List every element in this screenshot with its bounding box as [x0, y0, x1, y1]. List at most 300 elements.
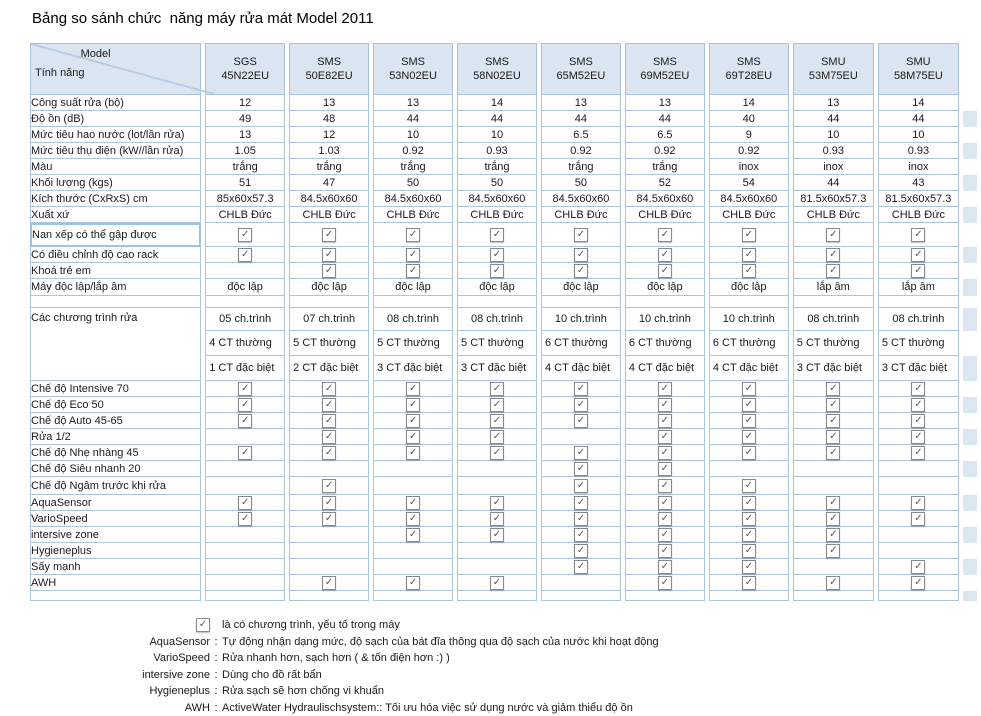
- check-cell: [457, 461, 537, 477]
- check-cell: [373, 575, 453, 591]
- model-header: SMS 69M52EU: [625, 43, 705, 95]
- table-row: [30, 527, 977, 543]
- check-cell: [457, 495, 537, 511]
- legend-definition-row: [30, 667, 981, 684]
- check-cell: [878, 429, 959, 445]
- checkbox-icon: ✓: [322, 446, 336, 460]
- value-cell: 4 CT đặc biệt: [541, 356, 621, 381]
- checkbox-icon: ✓: [574, 228, 588, 242]
- edge-strip-cell: [963, 223, 977, 247]
- value-cell: 4 CT thường: [205, 331, 285, 356]
- row-label: AWH: [30, 575, 201, 591]
- value-cell: [541, 296, 621, 308]
- value-cell: 51: [205, 175, 285, 191]
- checkbox-icon: ✓: [574, 528, 588, 542]
- value-cell: [625, 296, 705, 308]
- row-label: Màu: [30, 159, 201, 175]
- value-cell: 44: [793, 111, 874, 127]
- legend-colon: :: [210, 700, 222, 716]
- check-cell: [793, 495, 874, 511]
- check-cell: [793, 461, 874, 477]
- row-label: Khoá trẻ em: [30, 263, 201, 279]
- check-cell: [625, 429, 705, 445]
- value-cell: [878, 591, 959, 601]
- value-cell: 5 CT thường: [289, 331, 369, 356]
- value-cell: 13: [373, 95, 453, 111]
- checkbox-icon: ✓: [322, 264, 336, 278]
- checkbox-icon: ✓: [742, 248, 756, 262]
- edge-strip-cell: [963, 159, 977, 175]
- value-cell: 14: [457, 95, 537, 111]
- check-cell: [205, 263, 285, 279]
- check-cell: [709, 413, 789, 429]
- legend-symbol-row: [30, 617, 981, 634]
- edge-strip-cell: [963, 527, 977, 543]
- value-cell: 84.5x60x60: [709, 191, 789, 207]
- row-label: Nan xếp có thể gập được: [30, 223, 201, 247]
- value-cell: độc lập: [625, 279, 705, 296]
- table-row: [30, 111, 977, 127]
- value-cell: CHLB Đức: [878, 207, 959, 223]
- checkbox-icon: ✓: [238, 382, 252, 396]
- check-cell: [878, 543, 959, 559]
- value-cell: [878, 296, 959, 308]
- comparison-table: [26, 43, 981, 601]
- checkbox-icon: ✓: [911, 560, 925, 574]
- check-cell: [878, 223, 959, 247]
- checkbox-icon: ✓: [742, 446, 756, 460]
- value-cell: 08 ch.trình: [793, 308, 874, 331]
- value-cell: 08 ch.trình: [373, 308, 453, 331]
- checkbox-icon: ✓: [658, 462, 672, 476]
- check-cell: [205, 223, 285, 247]
- check-cell: [289, 381, 369, 397]
- check-cell: [205, 543, 285, 559]
- value-cell: 44: [541, 111, 621, 127]
- check-cell: [541, 559, 621, 575]
- checkbox-icon: ✓: [238, 228, 252, 242]
- check-cell: [289, 559, 369, 575]
- checkbox-icon: ✓: [574, 382, 588, 396]
- value-cell: độc lập: [289, 279, 369, 296]
- check-cell: [793, 477, 874, 495]
- check-cell: [793, 527, 874, 543]
- check-cell: [878, 381, 959, 397]
- value-cell: 2 CT đặc biệt: [289, 356, 369, 381]
- check-cell: [373, 429, 453, 445]
- value-cell: CHLB Đức: [541, 207, 621, 223]
- value-cell: 12: [289, 127, 369, 143]
- checkbox-icon: ✓: [658, 560, 672, 574]
- checkbox-icon: ✓: [826, 446, 840, 460]
- value-cell: 10: [878, 127, 959, 143]
- edge-strip-cell: [963, 331, 977, 356]
- checkbox-icon: ✓: [322, 512, 336, 526]
- edge-strip-cell: [963, 461, 977, 477]
- row-label: Rửa 1/2: [30, 429, 201, 445]
- checkbox-icon: ✓: [658, 446, 672, 460]
- checkbox-icon: ✓: [911, 512, 925, 526]
- check-cell: [457, 397, 537, 413]
- value-cell: 49: [205, 111, 285, 127]
- value-cell: 08 ch.trình: [457, 308, 537, 331]
- checkbox-icon: ✓: [742, 430, 756, 444]
- value-cell: 5 CT thường: [373, 331, 453, 356]
- edge-strip-cell: [963, 143, 977, 159]
- check-cell: [878, 263, 959, 279]
- check-cell: [709, 511, 789, 527]
- value-cell: 13: [793, 95, 874, 111]
- checkbox-icon: ✓: [406, 446, 420, 460]
- value-cell: 50: [457, 175, 537, 191]
- check-cell: [205, 445, 285, 461]
- value-cell: 3 CT đặc biệt: [878, 356, 959, 381]
- value-cell: 5 CT thường: [457, 331, 537, 356]
- row-label: Độ ồn (dB): [30, 111, 201, 127]
- checkbox-icon: ✓: [742, 479, 756, 493]
- row-label: Xuất xứ: [30, 207, 201, 223]
- value-cell: CHLB Đức: [373, 207, 453, 223]
- check-cell: [289, 527, 369, 543]
- check-cell: [625, 461, 705, 477]
- value-cell: 3 CT đặc biệt: [457, 356, 537, 381]
- legend-text: Rửa sạch sẽ hơn chống vi khuẩn: [222, 683, 981, 700]
- edge-strip-cell: [963, 263, 977, 279]
- edge-strip-cell: [963, 543, 977, 559]
- value-cell: 08 ch.trình: [878, 308, 959, 331]
- checkbox-icon: ✓: [658, 398, 672, 412]
- check-cell: [289, 495, 369, 511]
- value-cell: 12: [205, 95, 285, 111]
- value-cell: độc lập: [373, 279, 453, 296]
- check-cell: [373, 413, 453, 429]
- check-cell: [373, 495, 453, 511]
- checkbox-icon: ✓: [658, 479, 672, 493]
- check-cell: [709, 429, 789, 445]
- checkbox-icon: ✓: [574, 512, 588, 526]
- checkbox-icon: ✓: [742, 528, 756, 542]
- value-cell: 14: [878, 95, 959, 111]
- value-cell: 50: [541, 175, 621, 191]
- row-label: Chế độ Ngâm trước khi rửa: [30, 477, 201, 495]
- checkbox-icon: ✓: [826, 264, 840, 278]
- checkbox-icon: ✓: [911, 576, 925, 590]
- checkbox-icon: ✓: [322, 398, 336, 412]
- check-cell: [457, 223, 537, 247]
- value-cell: CHLB Đức: [205, 207, 285, 223]
- check-cell: [457, 543, 537, 559]
- check-cell: [373, 397, 453, 413]
- check-cell: [457, 445, 537, 461]
- check-cell: [878, 477, 959, 495]
- value-cell: 84.5x60x60: [625, 191, 705, 207]
- checkbox-icon: ✓: [322, 414, 336, 428]
- check-cell: [205, 495, 285, 511]
- legend-definition-row: [30, 683, 981, 700]
- check-cell: [793, 247, 874, 263]
- legend: [30, 617, 981, 716]
- checkbox-icon: ✓: [911, 382, 925, 396]
- value-cell: độc lập: [205, 279, 285, 296]
- edge-strip-cell: [963, 495, 977, 511]
- edge-strip-cell: [963, 559, 977, 575]
- checkbox-icon: ✓: [574, 560, 588, 574]
- check-cell: [289, 413, 369, 429]
- check-cell: [709, 397, 789, 413]
- table-row: [30, 381, 977, 397]
- value-cell: 13: [205, 127, 285, 143]
- check-cell: [289, 461, 369, 477]
- table-row: [30, 559, 977, 575]
- check-cell: [289, 575, 369, 591]
- check-cell: [457, 381, 537, 397]
- value-cell: [373, 296, 453, 308]
- check-cell: [541, 397, 621, 413]
- check-cell: [289, 511, 369, 527]
- checkbox-icon: ✓: [742, 264, 756, 278]
- edge-strip-cell: [963, 356, 977, 381]
- checkbox-icon: ✓: [322, 496, 336, 510]
- row-label: [30, 296, 201, 308]
- table-row: [30, 247, 977, 263]
- check-cell: [625, 511, 705, 527]
- checkbox-icon: ✓: [238, 398, 252, 412]
- legend-term: AquaSensor: [30, 634, 210, 651]
- edge-strip-cell: [963, 381, 977, 397]
- header-row: [30, 43, 977, 95]
- check-cell: [793, 511, 874, 527]
- check-cell: [709, 461, 789, 477]
- edge-strip-cell: [963, 308, 977, 331]
- value-cell: 10 ch.trình: [541, 308, 621, 331]
- checkbox-icon: ✓: [911, 248, 925, 262]
- value-cell: trắng: [205, 159, 285, 175]
- check-cell: [625, 381, 705, 397]
- value-cell: inox: [709, 159, 789, 175]
- check-cell: [373, 461, 453, 477]
- checkbox-icon: ✓: [574, 414, 588, 428]
- table-row: [30, 95, 977, 111]
- value-cell: 6 CT thường: [541, 331, 621, 356]
- legend-text: ActiveWater Hydraulischsystem:: Tối ưu hóa việc sử dụng nước và giảm thiểu độ ồn: [222, 700, 981, 716]
- check-cell: [878, 461, 959, 477]
- checkbox-icon: ✓: [911, 496, 925, 510]
- check-cell: [373, 511, 453, 527]
- checkbox-icon: ✓: [490, 576, 504, 590]
- value-cell: 0.92: [709, 143, 789, 159]
- checkbox-icon: ✓: [574, 398, 588, 412]
- row-label: Kích thước (CxRxS) cm: [30, 191, 201, 207]
- checkbox-icon: ✓: [826, 430, 840, 444]
- table-row: [30, 429, 977, 445]
- checkbox-icon: ✓: [658, 264, 672, 278]
- edge-strip-cell: [963, 296, 977, 308]
- value-cell: [709, 296, 789, 308]
- check-cell: [205, 429, 285, 445]
- check-cell: [541, 381, 621, 397]
- check-cell: [878, 445, 959, 461]
- edge-strip-cell: [963, 175, 977, 191]
- check-cell: [709, 477, 789, 495]
- check-cell: [625, 543, 705, 559]
- row-label: Các chương trình rửa: [30, 308, 201, 381]
- check-cell: [373, 263, 453, 279]
- check-cell: [289, 429, 369, 445]
- table-row: [30, 591, 977, 601]
- check-cell: [625, 445, 705, 461]
- checkbox-icon: ✓: [658, 228, 672, 242]
- checkbox-icon: ✓: [826, 248, 840, 262]
- check-cell: [457, 413, 537, 429]
- value-cell: 5 CT thường: [793, 331, 874, 356]
- value-cell: [205, 591, 285, 601]
- value-cell: độc lập: [709, 279, 789, 296]
- model-header: SMS 53N02EU: [373, 43, 453, 95]
- checkbox-icon: ✓: [658, 576, 672, 590]
- corner-header-cell: [30, 43, 201, 95]
- value-cell: 54: [709, 175, 789, 191]
- table-row: [30, 397, 977, 413]
- check-cell: [205, 477, 285, 495]
- value-cell: 10: [793, 127, 874, 143]
- check-cell: [205, 413, 285, 429]
- check-cell: [457, 559, 537, 575]
- value-cell: [289, 591, 369, 601]
- value-cell: lắp âm: [878, 279, 959, 296]
- edge-strip-cell: [963, 95, 977, 111]
- edge-strip-cell: [963, 247, 977, 263]
- value-cell: CHLB Đức: [793, 207, 874, 223]
- value-cell: trắng: [541, 159, 621, 175]
- value-cell: 1.05: [205, 143, 285, 159]
- value-cell: 6 CT thường: [709, 331, 789, 356]
- legend-term: VarioSpeed: [30, 650, 210, 667]
- checkbox-icon: ✓: [490, 496, 504, 510]
- check-cell: [878, 559, 959, 575]
- checkbox-icon: ✓: [322, 430, 336, 444]
- check-cell: [205, 559, 285, 575]
- checkbox-icon: ✓: [911, 430, 925, 444]
- check-cell: [878, 575, 959, 591]
- row-label: Công suất rửa (bộ): [30, 95, 201, 111]
- check-cell: [541, 527, 621, 543]
- check-cell: [878, 413, 959, 429]
- check-cell: [289, 247, 369, 263]
- check-cell: [541, 477, 621, 495]
- check-cell: [457, 575, 537, 591]
- check-cell: [793, 429, 874, 445]
- check-cell: [541, 445, 621, 461]
- row-label: AquaSensor: [30, 495, 201, 511]
- edge-strip-cell: [963, 127, 977, 143]
- checkbox-icon: ✓: [406, 496, 420, 510]
- checkbox-icon: ✓: [406, 430, 420, 444]
- check-cell: [709, 543, 789, 559]
- value-cell: 84.5x60x60: [373, 191, 453, 207]
- check-cell: [625, 223, 705, 247]
- checkbox-icon: ✓: [406, 512, 420, 526]
- checkbox-icon: ✓: [574, 496, 588, 510]
- value-cell: [709, 591, 789, 601]
- value-cell: 85x60x57.3: [205, 191, 285, 207]
- model-header: SMU 53M75EU: [793, 43, 874, 95]
- model-header: SMU 58M75EU: [878, 43, 959, 95]
- table-row: [30, 127, 977, 143]
- check-cell: [709, 575, 789, 591]
- checkbox-icon: ✓: [826, 512, 840, 526]
- check-cell: [793, 543, 874, 559]
- table-row: [30, 575, 977, 591]
- checkbox-icon: ✓: [406, 414, 420, 428]
- checkbox-icon: ✓: [742, 576, 756, 590]
- checkbox-icon: ✓: [490, 398, 504, 412]
- check-cell: [457, 527, 537, 543]
- checkbox-icon: ✓: [238, 414, 252, 428]
- edge-strip-cell: [963, 477, 977, 495]
- value-cell: 6.5: [541, 127, 621, 143]
- value-cell: [457, 591, 537, 601]
- checkbox-icon: ✓: [911, 228, 925, 242]
- check-cell: [625, 477, 705, 495]
- value-cell: 0.92: [625, 143, 705, 159]
- value-cell: 44: [373, 111, 453, 127]
- value-cell: inox: [793, 159, 874, 175]
- table-row: [30, 511, 977, 527]
- value-cell: 10: [457, 127, 537, 143]
- checkbox-icon: ✓: [911, 398, 925, 412]
- check-cell: [541, 461, 621, 477]
- check-cell: [289, 445, 369, 461]
- edge-strip-cell: [963, 43, 977, 95]
- checkbox-icon: ✓: [742, 496, 756, 510]
- value-cell: trắng: [289, 159, 369, 175]
- table-row: [30, 279, 977, 296]
- check-cell: [793, 397, 874, 413]
- corner-feature-label: Tính năng: [35, 67, 85, 79]
- check-cell: [205, 575, 285, 591]
- value-cell: trắng: [457, 159, 537, 175]
- value-cell: 84.5x60x60: [457, 191, 537, 207]
- value-cell: 44: [793, 175, 874, 191]
- check-cell: [625, 263, 705, 279]
- edge-strip-cell: [963, 413, 977, 429]
- checkbox-icon: ✓: [406, 228, 420, 242]
- check-cell: [541, 263, 621, 279]
- check-cell: [878, 397, 959, 413]
- checkbox-icon: ✓: [574, 479, 588, 493]
- check-cell: [541, 247, 621, 263]
- edge-strip-cell: [963, 445, 977, 461]
- row-label: Sấy mạnh: [30, 559, 201, 575]
- checkbox-icon: ✓: [574, 264, 588, 278]
- check-cell: [541, 429, 621, 445]
- value-cell: 07 ch.trình: [289, 308, 369, 331]
- checkbox-icon: ✓: [658, 528, 672, 542]
- value-cell: trắng: [625, 159, 705, 175]
- check-cell: [373, 527, 453, 543]
- check-cell: [793, 413, 874, 429]
- checkbox-icon: ✓: [911, 264, 925, 278]
- check-cell: [541, 511, 621, 527]
- checkbox-icon: ✓: [238, 496, 252, 510]
- row-label: Chế độ Siêu nhanh 20: [30, 461, 201, 477]
- checkbox-icon: ✓: [658, 414, 672, 428]
- value-cell: 3 CT đặc biệt: [793, 356, 874, 381]
- value-cell: 0.92: [373, 143, 453, 159]
- checkbox-icon: ✓: [658, 248, 672, 262]
- value-cell: 81.5x60x57.3: [793, 191, 874, 207]
- value-cell: lắp âm: [793, 279, 874, 296]
